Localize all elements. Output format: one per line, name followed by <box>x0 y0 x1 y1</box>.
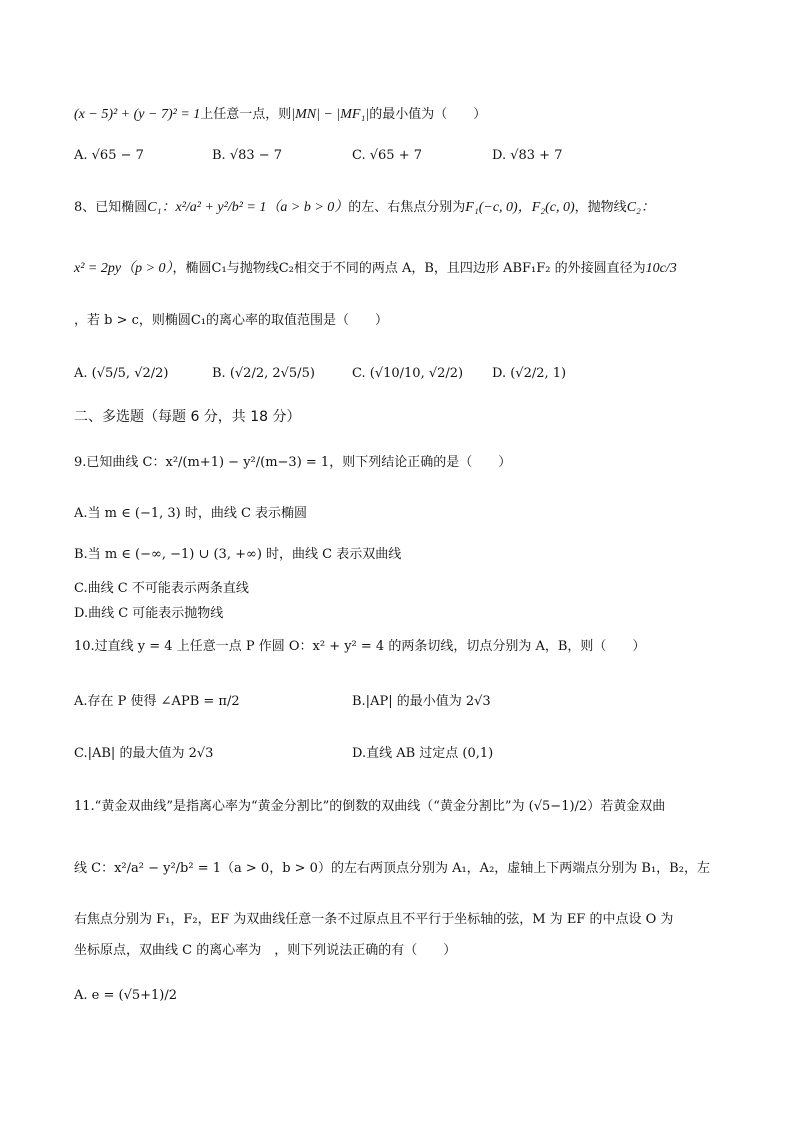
q9-option-a: A.当 m ∈ (−1, 3) 时，曲线 C 表示椭圆 <box>74 506 308 521</box>
q8-text-2: 的左、右焦点分别为 <box>348 200 466 215</box>
q8-option-c: C. (√10/10, √2/2) <box>352 366 464 381</box>
q11-stem-line-1: 11.“黄金双曲线”是指离心率为“黄金分割比”的倒数的双曲线（“黄金分割比”为 (√5−1)/2）若黄金双曲 <box>74 799 666 814</box>
q10-stem: 10.过直线 y = 4 上任意一点 P 作圆 O：x² + y² = 4 的两条切线，切点分别为 A，B，则（ ） <box>74 639 646 654</box>
q8-option-d: D. (√2/2, 1) <box>492 366 567 381</box>
q11-option-a: A. e = (√5+1)/2 <box>74 988 178 1003</box>
q11-stem-line-3: 右焦点分别为 F₁，F₂，EF 为双曲线任意一条不过原点且不平行于坐标轴的弦，M 为 EF 的中点设 O 为 <box>74 912 674 927</box>
q9-option-d: D.曲线 C 可能表示抛物线 <box>74 606 224 621</box>
q11-stem-line-4: 坐标原点，双曲线 C 的离心率为 ，则下列说法正确的有（ ） <box>74 943 457 958</box>
q10-option-d: D.直线 AB 过定点 (0,1) <box>352 746 494 761</box>
q8-parabola-equation: x² = 2py（p > 0） <box>74 261 173 276</box>
q9-stem: 9.已知曲线 C：x²/(m+1) − y²/(m−3) = 1，则下列结论正确的是（ ） <box>74 455 512 470</box>
q9-option-c: C.曲线 C 不可能表示两条直线 <box>74 581 249 596</box>
q10-option-a: A.存在 P 使得 ∠APB = π/2 <box>74 694 240 709</box>
q8-foci: F₁(−c, 0)，F₂(c, 0) <box>465 200 575 215</box>
q10-option-b: B.|AP| 的最小值为 2√3 <box>352 694 491 709</box>
q9-option-b: B.当 m ∈ (−∞, −1) ∪ (3, +∞) 时，曲线 C 表示双曲线 <box>74 547 402 562</box>
q10-option-c: C.|AB| 的最大值为 2√3 <box>74 746 214 761</box>
q8-option-b: B. (√2/2, 2√5/5) <box>212 366 315 381</box>
q7-circle-equation: (x − 5)² + (y − 7)² = 1 <box>74 107 201 122</box>
q7-option-a: A. √65 − 7 <box>74 148 144 163</box>
q8-stem-line-3 <box>74 312 733 330</box>
q8-ellipse-equation: C₁：x²/a² + y²/b² = 1（a > b > 0） <box>147 200 349 215</box>
q8-text-3: ，抛物线 <box>574 200 627 215</box>
q7-option-c: C. √65 + 7 <box>352 148 423 163</box>
q8-diameter: 10c/3 <box>645 261 677 276</box>
q7-text-2: 的最小值为（ ） <box>369 107 487 122</box>
section-title: 二、多选题（每题 6 分，共 18 分） <box>74 409 301 425</box>
q8-text-1: 8、已知椭圆 <box>74 200 148 215</box>
q7-stem-tail <box>74 106 733 124</box>
q8-stem-line-1 <box>74 199 733 217</box>
q7-expression: |MN| − |MF₁| <box>291 107 370 122</box>
q8-stem-line-2 <box>74 260 733 278</box>
q8-option-a: A. (√5/5, √2/2) <box>74 366 169 381</box>
q8-parabola-name: C₂： <box>626 200 655 215</box>
q8-text-5: ，若 b > c，则椭圆C₁的离心率的取值范围是（ ） <box>74 313 389 328</box>
q8-text-4: ，椭圆C₁与抛物线C₂相交于不同的两点 A，B，且四边形 ABF₁F₂ 的外接圆直径为 <box>172 261 646 276</box>
q7-option-b: B. √83 − 7 <box>212 148 283 163</box>
q11-stem-line-2: 线 C：x²/a² − y²/b² = 1（a > 0，b > 0）的左右两顶点分别为 A₁，A₂，虚轴上下两端点分别为 B₁，B₂，左 <box>74 861 710 876</box>
q7-option-d: D. √83 + 7 <box>492 148 563 163</box>
q7-text-1: 上任意一点，则 <box>200 107 292 122</box>
